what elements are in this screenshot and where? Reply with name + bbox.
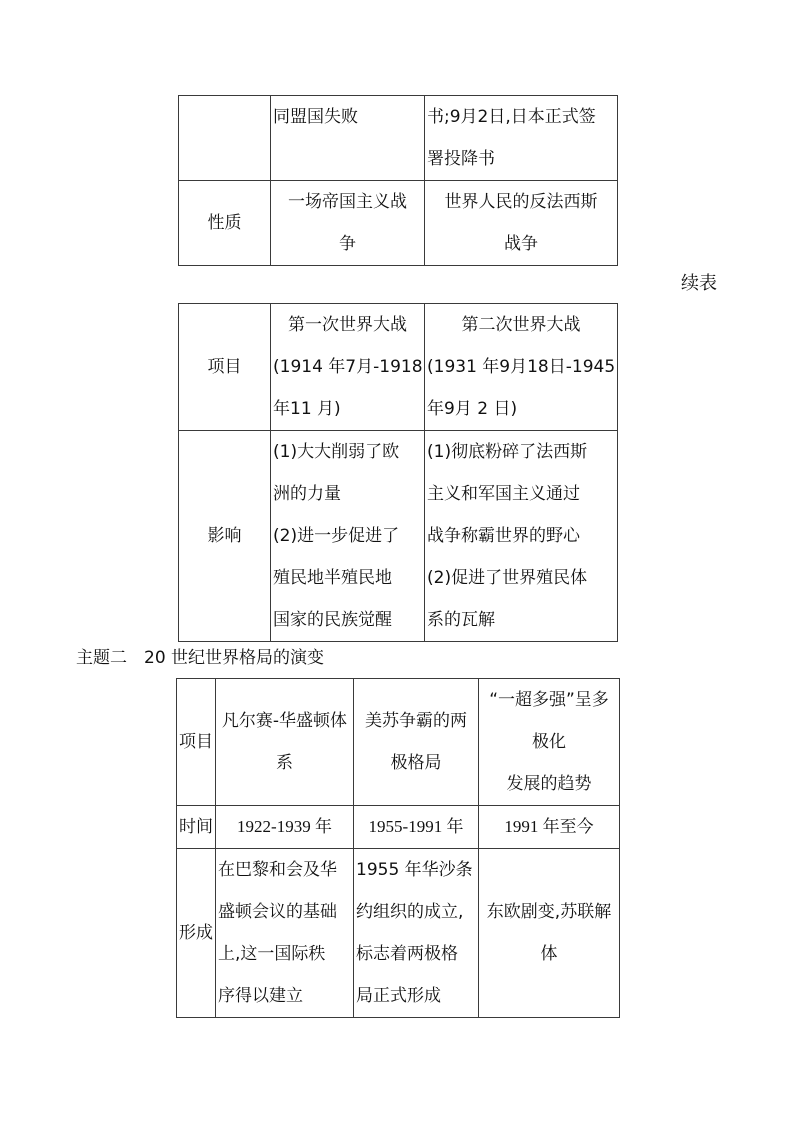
cell-text-line: 同盟国失败 — [273, 107, 358, 127]
table-header-row — [177, 679, 620, 806]
cell-text-line: 书;9月2日,日本正式签 — [427, 107, 596, 127]
cell-text-line: 在巴黎和会及华 — [218, 860, 337, 880]
cell-time-bipolar: 1955-1991 年 — [354, 806, 479, 849]
cell-time-multipolar: 1991 年至今 — [479, 806, 620, 849]
world-order-table — [176, 678, 620, 1018]
row-label-time: 时间 — [177, 806, 216, 849]
cell-time-versailles: 1922-1939 年 — [216, 806, 354, 849]
cell-text-line: 国家的民族觉醒 — [273, 610, 392, 630]
continued-label: 续表 — [681, 273, 717, 294]
cell-text-line: 东欧剧变,苏联解 — [486, 902, 612, 922]
cell-wwi-nature — [271, 181, 425, 266]
cell-wwi-result — [271, 96, 425, 181]
table-header-row — [179, 304, 618, 431]
table-row — [179, 96, 618, 181]
table-row — [179, 431, 618, 642]
cell-formation-versailles — [216, 849, 354, 1018]
header-item-label: 项目 — [177, 679, 216, 806]
section-heading: 主题二 20 世纪世界格局的演变 — [76, 648, 325, 668]
cell-text-line: 极格局 — [390, 753, 442, 773]
header-versailles-washington — [216, 679, 354, 806]
cell-text-line: 第二次世界大战 — [461, 315, 581, 335]
cell-text-line: 约组织的成立, — [356, 902, 464, 922]
cell-text-line: 年9月 2 日) — [427, 399, 518, 419]
cell-wwii-impact — [425, 431, 618, 642]
cell-text-line: (2)促进了世界殖民体 — [427, 568, 588, 588]
row-label-formation: 形成 — [177, 849, 216, 1018]
cell-text-line: 体 — [540, 944, 558, 964]
cell-text-line: (1931 年9月18日-1945 — [427, 357, 616, 377]
cell-text-line: 主义和军国主义通过 — [427, 484, 580, 504]
cell-text-line: “一超多强”呈多 — [489, 690, 609, 710]
cell-text-line: 极化 — [532, 732, 566, 752]
cell-text-line: 系的瓦解 — [427, 610, 495, 630]
cell-formation-multipolar — [479, 849, 620, 1018]
cell-text-line: 系 — [276, 753, 293, 773]
cell-text-line: 年11 月) — [273, 399, 341, 419]
cell-text-line: (1)彻底粉碎了法西斯 — [427, 442, 588, 462]
header-multipolar — [479, 679, 620, 806]
cell-wwi-impact — [271, 431, 425, 642]
cell-text-line: 洲的力量 — [273, 484, 341, 504]
cell-text-line: (2)进一步促进了 — [273, 526, 400, 546]
cell-wwii-result — [425, 96, 618, 181]
war-comparison-table-part2 — [178, 303, 618, 642]
header-bipolar — [354, 679, 479, 806]
cell-formation-bipolar — [354, 849, 479, 1018]
header-item-label: 项目 — [179, 304, 271, 431]
cell-text-line: 世界人民的反法西斯 — [444, 192, 598, 212]
table-row — [179, 181, 618, 266]
cell-text-line: 美苏争霸的两 — [365, 711, 467, 731]
table-row — [177, 806, 620, 849]
cell-text-line: 局正式形成 — [356, 986, 441, 1006]
header-wwii — [425, 304, 618, 431]
cell-text-line: 战争称霸世界的野心 — [427, 526, 580, 546]
row-label-impact: 影响 — [179, 431, 271, 642]
cell-text-line: 发展的趋势 — [506, 774, 592, 794]
cell-text-line: (1914 年7月-1918 — [273, 357, 423, 377]
row-label-empty — [179, 96, 271, 181]
cell-text-line: 1955 年华沙条 — [356, 860, 473, 880]
cell-text-line: 第一次世界大战 — [288, 315, 407, 335]
cell-text-line: 一场帝国主义战 — [288, 192, 407, 212]
war-comparison-table-part1 — [178, 95, 618, 266]
cell-text-line: 序得以建立 — [218, 986, 303, 1006]
row-label-nature: 性质 — [179, 181, 271, 266]
cell-text-line: (1)大大削弱了欧 — [273, 442, 400, 462]
cell-text-line: 标志着两极格 — [356, 944, 458, 964]
header-wwi — [271, 304, 425, 431]
cell-text-line: 署投降书 — [427, 149, 495, 169]
cell-text-line: 上,这一国际秩 — [218, 944, 326, 964]
cell-text-line: 争 — [339, 234, 356, 254]
cell-text-line: 凡尔赛-华盛顿体 — [221, 711, 348, 731]
cell-wwii-nature — [425, 181, 618, 266]
cell-text-line: 盛顿会议的基础 — [218, 902, 337, 922]
cell-text-line: 殖民地半殖民地 — [273, 568, 392, 588]
table-row — [177, 849, 620, 1018]
cell-text-line: 战争 — [504, 234, 538, 254]
